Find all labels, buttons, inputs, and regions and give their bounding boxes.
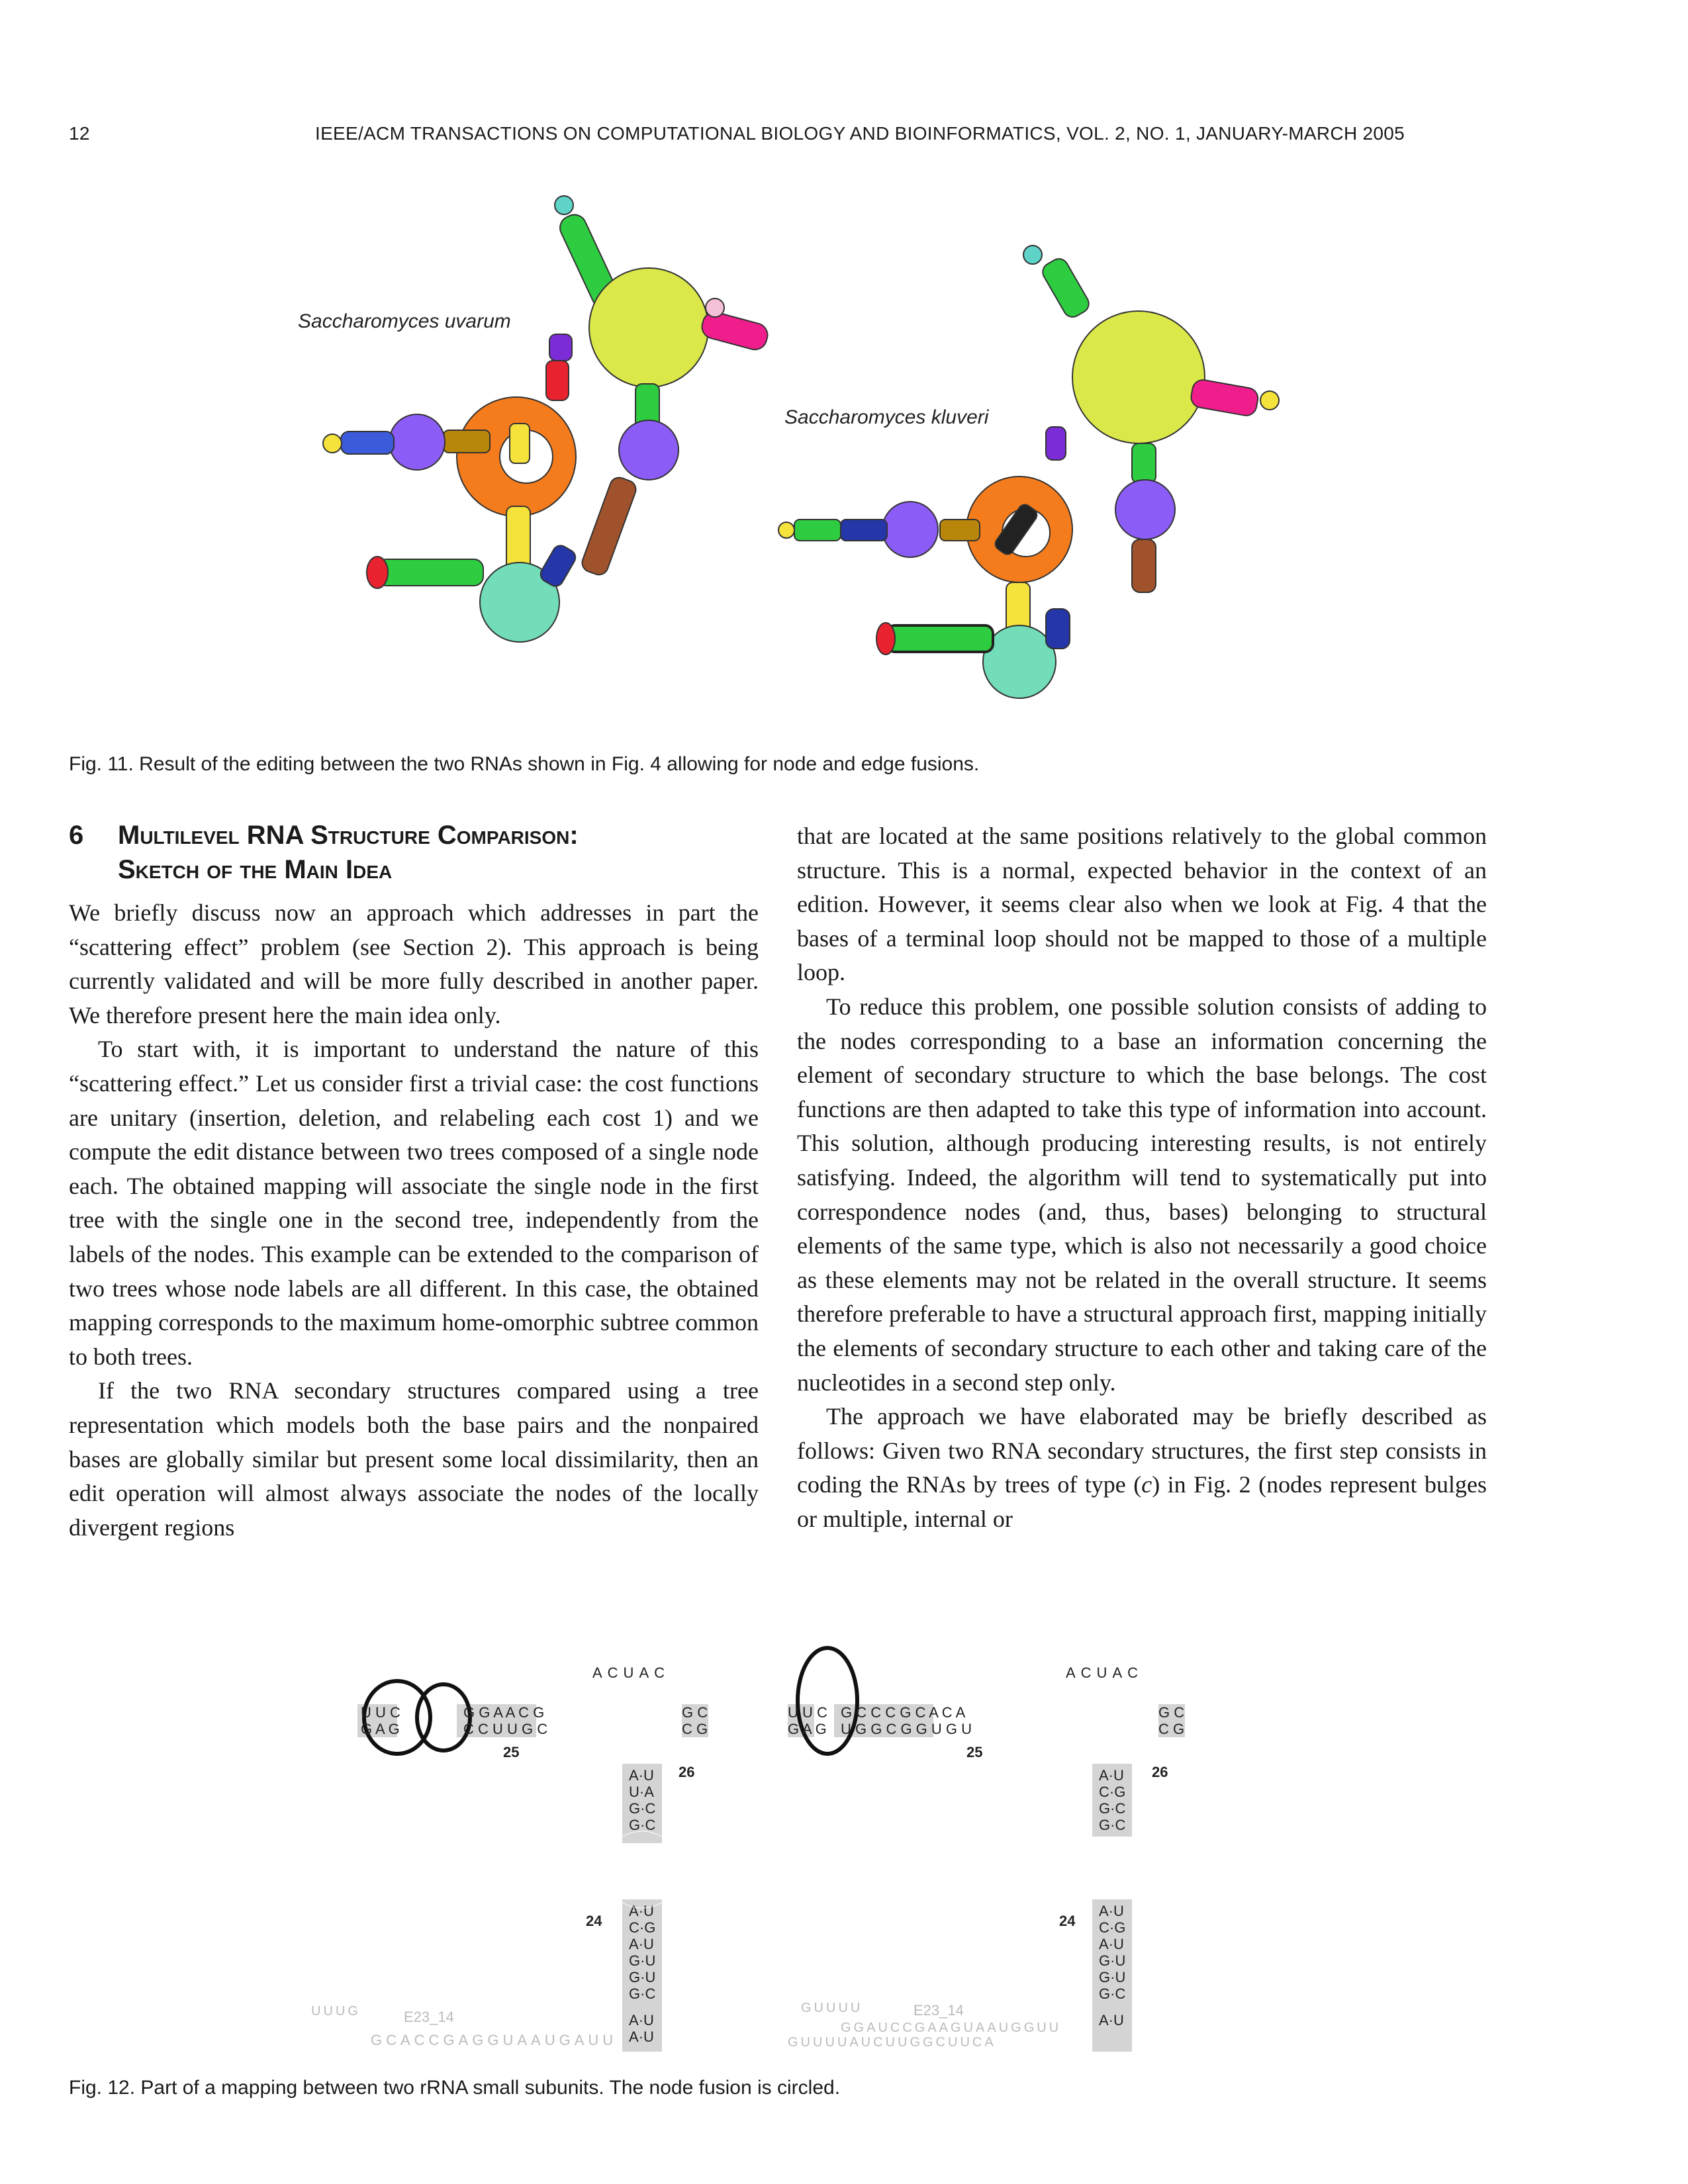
- right-column: [797, 819, 1487, 1536]
- svg-text:U U C: U U C: [361, 1704, 400, 1721]
- page-number: 12: [69, 123, 90, 144]
- left-helix-26: 26: [679, 1764, 695, 1780]
- left-paragraph-3: If the two RNA secondary structures compared using a tree representation which models both the base pairs and the nonpaired bases are globally similar but present some local dissimilarity, then an edit operation will almost always associate the nodes of the locally divergent regions: [69, 1377, 759, 1541]
- left-stem-pair-3: G·C: [629, 1800, 656, 1817]
- left-tail: UUUG: [311, 2004, 361, 2019]
- left-lower-pair-5: G·U: [629, 1969, 656, 1985]
- svg-text:G C C C G C A C A: G C C C G C A C A: [841, 1704, 966, 1721]
- section-title-line1: Multilevel RNA Structure Comparison:: [118, 821, 579, 850]
- left-stem-pair-4: G·C: [629, 1817, 656, 1833]
- figure-12: [311, 1641, 1271, 2052]
- left-lower-pair-1: A·U: [629, 1903, 654, 1919]
- left-lower-pair-6: G·C: [629, 1985, 656, 2002]
- section-number: 6: [69, 821, 84, 850]
- label-kluveri: Saccharomyces kluveri: [784, 406, 989, 428]
- left-bottom-sequence: GCACCGAGGUAAUGAUU: [371, 2032, 618, 2048]
- left-paragraph-1: We briefly discuss now an approach which addresses in part the “scattering effect” problem (see Section 2). This approach is being currently validated and will be more fully described in another paper. We therefore present here the main idea only.: [69, 899, 759, 1028]
- right-hairpin-top: ACUAC: [1066, 1664, 1144, 1681]
- section-heading: [69, 818, 759, 887]
- right-stem-pair-1: A·U: [1099, 1767, 1124, 1784]
- right-paragraph-3: [797, 1400, 1487, 1536]
- svg-text:U U C: U U C: [788, 1704, 827, 1721]
- right-lower-pair-3: A·U: [1099, 1936, 1124, 1952]
- right-tail: GUUUU: [801, 2001, 863, 2015]
- section-title-line2: Sketch of the Main Idea: [118, 855, 393, 884]
- figure-12-drawing: [311, 1641, 1271, 2052]
- right-stem-pair-2: C·G: [1099, 1784, 1126, 1800]
- left-stem-pair-1: A·U: [629, 1767, 654, 1784]
- figure-12-caption: Fig. 12. Part of a mapping between two rRNA small subunits. The node fusion is circled.: [69, 2077, 841, 2099]
- svg-text:C G: C G: [1158, 1721, 1185, 1737]
- right-helix-24: 24: [1059, 1913, 1076, 1929]
- svg-text:G G A A C G: G G A A C G: [463, 1704, 545, 1721]
- right-lower-pair-4: G·U: [1099, 1952, 1126, 1969]
- right-lower-pair-1: A·U: [1099, 1903, 1124, 1919]
- svg-text:G C: G C: [1158, 1704, 1185, 1721]
- right-paragraph-3-after: ) in Fig. 2 (nodes represent bulges or multiple, internal or: [797, 1471, 1487, 1532]
- svg-text:G C: G C: [682, 1704, 708, 1721]
- left-column: [69, 818, 759, 1545]
- left-lower-pair-2: C·G: [629, 1919, 656, 1936]
- left-stem-pair-2: U·A: [629, 1784, 654, 1800]
- label-uvarum: Saccharomyces uvarum: [298, 310, 511, 332]
- fig12-right: [788, 1648, 1185, 2052]
- svg-text:G A G: G A G: [361, 1721, 400, 1737]
- right-paragraph-3-before: The approach we have elaborated may be briefly described as follows: Given two RNA secondary structures, the first step consists in coding the RNAs by trees of type (: [797, 1403, 1487, 1498]
- svg-text:C C U U G C: C C U U G C: [463, 1721, 548, 1737]
- left-lower-pair-8: A·U: [629, 2028, 654, 2045]
- left-hairpin-top: ACUAC: [592, 1664, 671, 1681]
- right-lower-pair-7: A·U: [1099, 2012, 1124, 2028]
- right-helix-25: 25: [966, 1744, 983, 1760]
- right-paragraph-2: To reduce this problem, one possible solution consists of adding to the nodes corresponding to a base an information concerning the element of secondary structure to which the base belongs. The cost functions are then adapted to take this type of information into account. This solution, although producing interesting results, is not entirely satisfying. Indeed, the algorithm will tend to systematically put into correspondence nodes (and, thus, bases) belonging to structural elements of the same type, which is also not necessarily a good choice as these elements may not be related in the overall structure. It seems therefore preferable to have a structural approach first, mapping initially the elements of secondary structure to each other and taking care of the nucleotides in a second step only.: [797, 993, 1487, 1396]
- left-region-label: E23_14: [404, 2009, 454, 2025]
- figure-11: [291, 185, 1403, 715]
- svg-text:U G G C G G U G U: U G G C G G U G U: [841, 1721, 972, 1737]
- running-title: IEEE/ACM TRANSACTIONS ON COMPUTATIONAL BIOLOGY AND BIOINFORMATICS, VOL. 2, NO. 1, JANUARY-MARCH 2005: [315, 123, 1405, 144]
- right-stem-pair-4: G·C: [1099, 1817, 1126, 1833]
- svg-text:C G: C G: [682, 1721, 708, 1737]
- svg-text:G A G: G A G: [788, 1721, 827, 1737]
- figure-11-drawing: [291, 185, 1403, 715]
- left-helix-25: 25: [503, 1744, 520, 1760]
- right-lower-pair-6: G·C: [1099, 1985, 1126, 2002]
- right-lower-pair-2: C·G: [1099, 1919, 1126, 1936]
- right-helix-26: 26: [1152, 1764, 1168, 1780]
- left-lower-pair-4: G·U: [629, 1952, 656, 1969]
- left-paragraph-2: To start with, it is important to understand the nature of this “scattering effect.” Let us consider first a trivial case: the cost functions are unitary (insertion, deletion, and relabeling each cost 1) and we compute the edit distance between two trees composed of a single node each. The obtained mapping will associate the single node in the first tree with the single one in the second tree, independently from the labels of the nodes. This example can be extended to the comparison of two trees whose node labels are all different. In this case, the obtained mapping corresponds to the maximum home-omorphic subtree common to both trees.: [69, 1036, 759, 1370]
- structure-kluveri: [778, 246, 1279, 698]
- right-paragraph-3-italic: c: [1141, 1471, 1152, 1498]
- figure-11-caption: Fig. 11. Result of the editing between the two RNAs shown in Fig. 4 allowing for node and edge fusions.: [69, 753, 980, 775]
- right-paragraph-1: that are located at the same positions relatively to the global common structure. This is a normal, expected behavior in the context of an edition. However, it seems clear also when we look at Fig. 4 that the bases of a terminal loop should not be mapped to those of a multiple loop.: [797, 823, 1487, 986]
- right-bottom-sequence-2: GUUUUAUCUUGGCUUCA: [788, 2035, 996, 2050]
- left-helix-24: 24: [586, 1913, 602, 1929]
- structure-uvarum: [298, 196, 770, 642]
- right-region-label: E23_14: [914, 2002, 964, 2019]
- left-lower-pair-3: A·U: [629, 1936, 654, 1952]
- right-stem-pair-3: G·C: [1099, 1800, 1126, 1817]
- left-lower-pair-7: A·U: [629, 2012, 654, 2028]
- fig12-left: [311, 1664, 708, 2052]
- right-lower-pair-5: G·U: [1099, 1969, 1126, 1985]
- right-bottom-sequence: GGAUCCGAAGUAAUGGUU: [841, 2021, 1062, 2035]
